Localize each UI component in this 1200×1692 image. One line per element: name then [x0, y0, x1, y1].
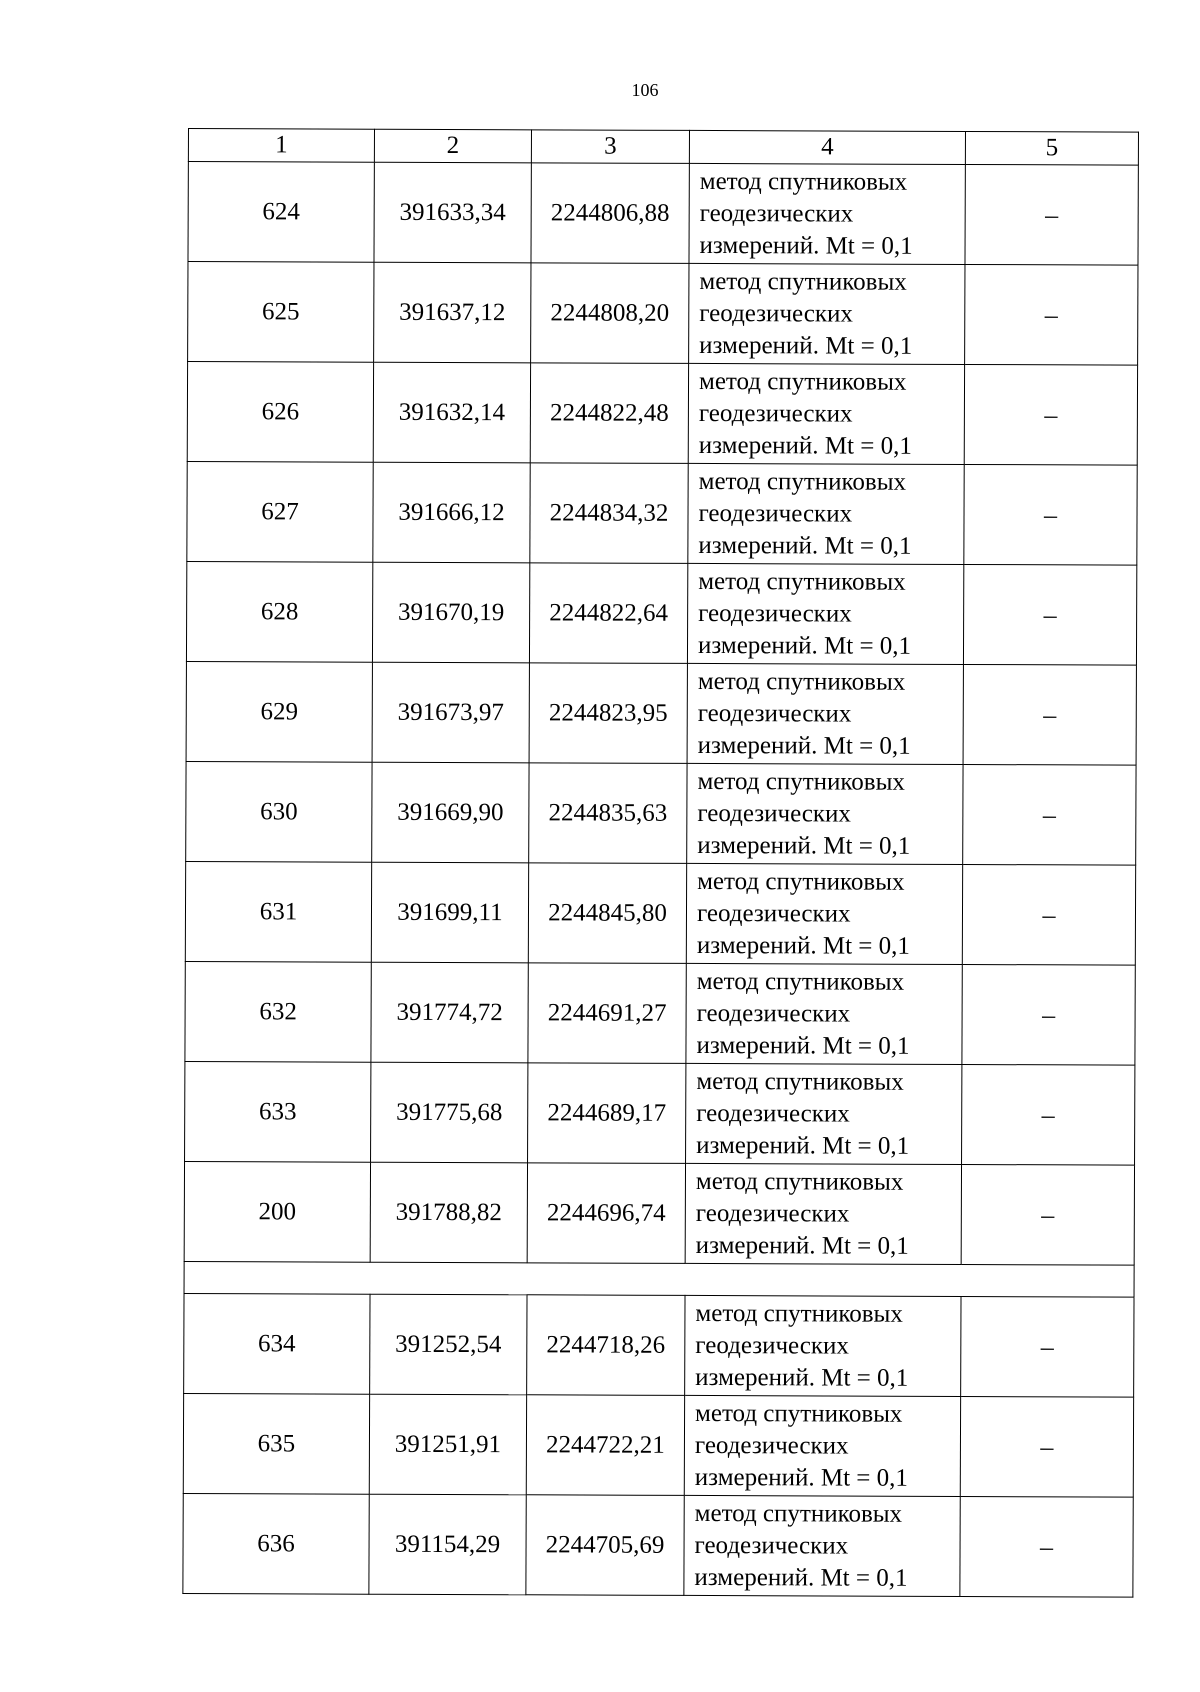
x-coordinate-cell: 391699,11: [371, 862, 528, 963]
note-cell: –: [960, 1396, 1133, 1497]
table-body: [183, 162, 1138, 1598]
point-number-cell: 629: [186, 661, 372, 762]
point-number-cell: 626: [187, 362, 373, 463]
note-cell: –: [965, 164, 1138, 265]
method-cell: [688, 363, 964, 464]
point-number-cell: 634: [184, 1293, 370, 1394]
point-number-cell: 625: [188, 262, 374, 363]
method-line: измерений. Mt = 0,1: [698, 431, 912, 460]
y-coordinate-cell: 2244696,74: [527, 1163, 685, 1264]
note-cell: –: [961, 1296, 1134, 1397]
y-coordinate-cell: 2244705,69: [526, 1495, 684, 1596]
y-coordinate-cell: 2244823,95: [529, 663, 687, 764]
method-line: геодезических: [699, 299, 853, 328]
method-line: метод спутниковых: [695, 1399, 903, 1428]
point-number-cell: 630: [186, 761, 372, 862]
note-cell: –: [963, 564, 1136, 665]
method-line: геодезических: [698, 599, 852, 628]
note-cell: –: [965, 264, 1138, 365]
y-coordinate-cell: 2244822,64: [529, 563, 687, 664]
point-number-cell: 624: [188, 162, 374, 263]
coordinates-table: [182, 128, 1139, 1598]
method-cell: [686, 963, 962, 1064]
method-cell: [684, 1495, 960, 1596]
point-number-cell: 632: [185, 961, 371, 1062]
method-cell: [687, 763, 963, 864]
table-separator-row: [184, 1261, 1134, 1297]
method-line: измерений. Mt = 0,1: [695, 1363, 909, 1392]
table-row: [187, 461, 1137, 565]
method-cell: [689, 263, 965, 364]
point-number-cell: 627: [187, 461, 373, 562]
method-cell: [685, 1295, 961, 1396]
y-coordinate-cell: 2244808,20: [531, 263, 689, 364]
method-line: метод спутниковых: [694, 1499, 903, 1528]
table-row: [184, 1293, 1134, 1397]
method-line: измерений. Mt = 0,1: [699, 331, 913, 360]
y-coordinate-cell: 2244822,48: [530, 363, 688, 464]
column-header: 2: [374, 129, 531, 163]
y-coordinate-cell: 2244834,32: [530, 463, 688, 564]
method-line: измерений. Mt = 0,1: [694, 1463, 908, 1492]
method-line: геодезических: [694, 1431, 849, 1460]
point-number-cell: 635: [183, 1393, 369, 1494]
method-line: метод спутниковых: [696, 967, 905, 996]
method-line: геодезических: [697, 799, 852, 828]
point-number-cell: 633: [185, 1061, 371, 1162]
note-cell: –: [962, 964, 1135, 1065]
table-row: [183, 1393, 1133, 1497]
method-cell: [687, 563, 963, 664]
method-cell: [684, 1395, 960, 1496]
method-line: геодезических: [697, 699, 852, 728]
table-row: [188, 162, 1138, 266]
y-coordinate-cell: 2244806,88: [531, 163, 689, 264]
note-cell: –: [961, 1164, 1134, 1265]
x-coordinate-cell: 391666,12: [373, 462, 530, 563]
method-line: измерений. Mt = 0,1: [696, 1031, 910, 1060]
method-line: метод спутниковых: [699, 267, 907, 296]
column-header: 3: [531, 130, 689, 164]
point-number-cell: 631: [185, 861, 371, 962]
note-cell: –: [963, 664, 1136, 765]
table-row: [186, 661, 1136, 765]
point-number-cell: 200: [184, 1161, 370, 1262]
method-cell: [686, 863, 962, 964]
table-row: [187, 362, 1137, 466]
y-coordinate-cell: 2244835,63: [529, 763, 687, 864]
x-coordinate-cell: 391788,82: [370, 1162, 527, 1263]
method-line: измерений. Mt = 0,1: [696, 931, 910, 960]
y-coordinate-cell: 2244845,80: [528, 863, 686, 964]
column-header: 5: [965, 131, 1138, 165]
x-coordinate-cell: 391669,90: [372, 762, 529, 863]
method-line: геодезических: [694, 1531, 849, 1560]
table-row: [186, 761, 1136, 865]
method-line: метод спутниковых: [697, 667, 906, 696]
method-line: метод спутниковых: [697, 767, 905, 796]
table-row: [186, 561, 1136, 665]
y-coordinate-cell: 2244718,26: [527, 1295, 685, 1396]
method-line: метод спутниковых: [697, 867, 905, 896]
method-cell: [689, 163, 965, 264]
table-row: [185, 1061, 1135, 1165]
method-line: измерений. Mt = 0,1: [697, 631, 912, 660]
method-line: измерений. Mt = 0,1: [694, 1563, 908, 1592]
note-cell: –: [963, 764, 1136, 865]
y-coordinate-cell: 2244691,27: [528, 963, 686, 1064]
table-row: [184, 1161, 1134, 1265]
method-line: геодезических: [696, 899, 851, 928]
table-row: [188, 262, 1138, 366]
x-coordinate-cell: 391251,91: [369, 1394, 526, 1495]
note-cell: –: [962, 1064, 1135, 1165]
method-line: измерений. Mt = 0,1: [697, 731, 911, 760]
y-coordinate-cell: 2244689,17: [528, 1063, 686, 1164]
method-cell: [686, 1063, 962, 1164]
method-line: измерений. Mt = 0,1: [697, 831, 911, 860]
method-line: геодезических: [698, 399, 853, 428]
method-line: геодезических: [698, 499, 853, 528]
method-line: геодезических: [696, 1099, 850, 1128]
method-cell: [687, 663, 963, 764]
page-number: 106: [631, 80, 659, 100]
method-line: измерений. Mt = 0,1: [698, 531, 912, 560]
method-cell: [685, 1163, 961, 1264]
method-line: метод спутниковых: [698, 367, 907, 396]
table-row: [183, 1493, 1133, 1597]
point-number-cell: 636: [183, 1493, 369, 1594]
x-coordinate-cell: 391637,12: [374, 262, 531, 363]
method-line: измерений. Mt = 0,1: [695, 1231, 909, 1260]
x-coordinate-cell: 391670,19: [372, 562, 529, 663]
method-line: метод спутниковых: [696, 1067, 904, 1096]
table-row: [185, 961, 1135, 1065]
method-line: геодезических: [695, 1199, 850, 1228]
x-coordinate-cell: 391673,97: [372, 662, 529, 763]
column-header: 1: [188, 129, 374, 163]
method-line: метод спутниковых: [695, 1299, 903, 1328]
note-cell: –: [962, 864, 1135, 965]
method-line: метод спутниковых: [699, 167, 908, 196]
table-header-row: [188, 129, 1138, 166]
table-row: [185, 861, 1135, 965]
method-line: измерений. Mt = 0,1: [696, 1131, 910, 1160]
method-line: геодезических: [699, 199, 854, 228]
point-number-cell: 628: [186, 561, 372, 662]
x-coordinate-cell: 391633,34: [374, 162, 531, 263]
note-cell: –: [964, 464, 1137, 565]
method-line: метод спутниковых: [698, 567, 906, 596]
x-coordinate-cell: 391632,14: [373, 362, 530, 463]
method-line: геодезических: [695, 1331, 849, 1360]
method-cell: [688, 463, 964, 564]
x-coordinate-cell: 391774,72: [371, 962, 528, 1063]
x-coordinate-cell: 391775,68: [371, 1062, 528, 1163]
y-coordinate-cell: 2244722,21: [526, 1395, 684, 1496]
note-cell: –: [964, 364, 1137, 465]
column-header: 4: [689, 130, 965, 164]
method-line: метод спутниковых: [698, 467, 907, 496]
x-coordinate-cell: 391154,29: [369, 1494, 526, 1595]
method-line: метод спутниковых: [695, 1167, 904, 1196]
note-cell: –: [960, 1496, 1133, 1597]
method-line: измерений. Mt = 0,1: [699, 231, 913, 260]
x-coordinate-cell: 391252,54: [370, 1294, 527, 1395]
separator-cell: [184, 1261, 1134, 1297]
method-line: геодезических: [696, 999, 851, 1028]
